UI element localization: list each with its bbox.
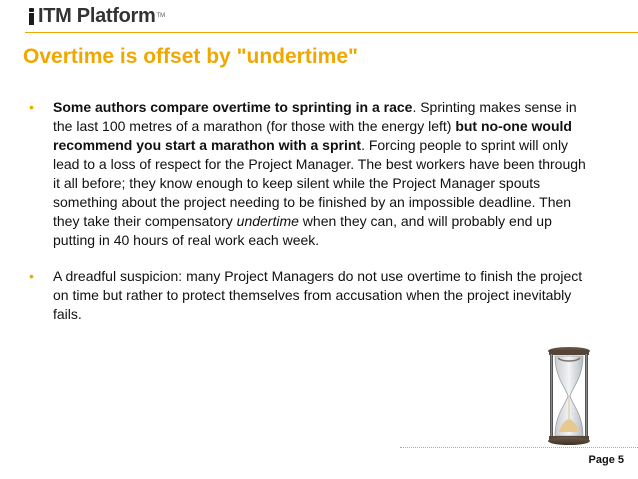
footer-divider — [400, 447, 638, 448]
bullet-1-text-c: when they can, and will probably end up putting in 40 hours of real work each week. — [53, 213, 552, 248]
bullet-marker: • — [29, 99, 34, 115]
bullet-1-bold-mid: but no-one would recommend you start a marathon with a sprint — [53, 118, 572, 153]
bullet-item-1 — [25, 98, 593, 250]
logo-text: ITM Platform — [38, 4, 156, 27]
bullet-2-text: A dreadful suspicion: many Project Managers do not use overtime to finish the project on time but rather to protect themselves from accusation when the project inevitably fails. — [53, 268, 583, 322]
header-divider — [25, 32, 638, 33]
bullet-item-2 — [25, 267, 593, 324]
bullet-1-bold-lead: Some authors compare overtime to sprinting in a race — [53, 99, 413, 115]
bullet-1-text-b: . Forcing people to sprint will only lead to a loss of respect for the Project Manager. The best workers have been through it all before; they know enough to keep silent while the Project Manager spouts something about the project needing to be finished by an impossible deadline. Then they take their compensatory — [53, 137, 586, 229]
itm-logo — [28, 3, 165, 29]
hourglass-icon — [546, 346, 592, 446]
bullet-list — [25, 98, 593, 341]
slide-title: Overtime is offset by "undertime" — [23, 45, 358, 68]
page-number: Page 5 — [588, 454, 624, 466]
logo-trademark: TM — [156, 13, 166, 19]
bullet-1-italic: undertime — [236, 213, 299, 229]
bullet-marker: • — [29, 268, 34, 284]
bullet-1-text-a: . Sprinting makes sense in the last 100 metres of a marathon (for those with the energy left) — [53, 99, 577, 134]
itm-logo-icon — [28, 7, 36, 25]
